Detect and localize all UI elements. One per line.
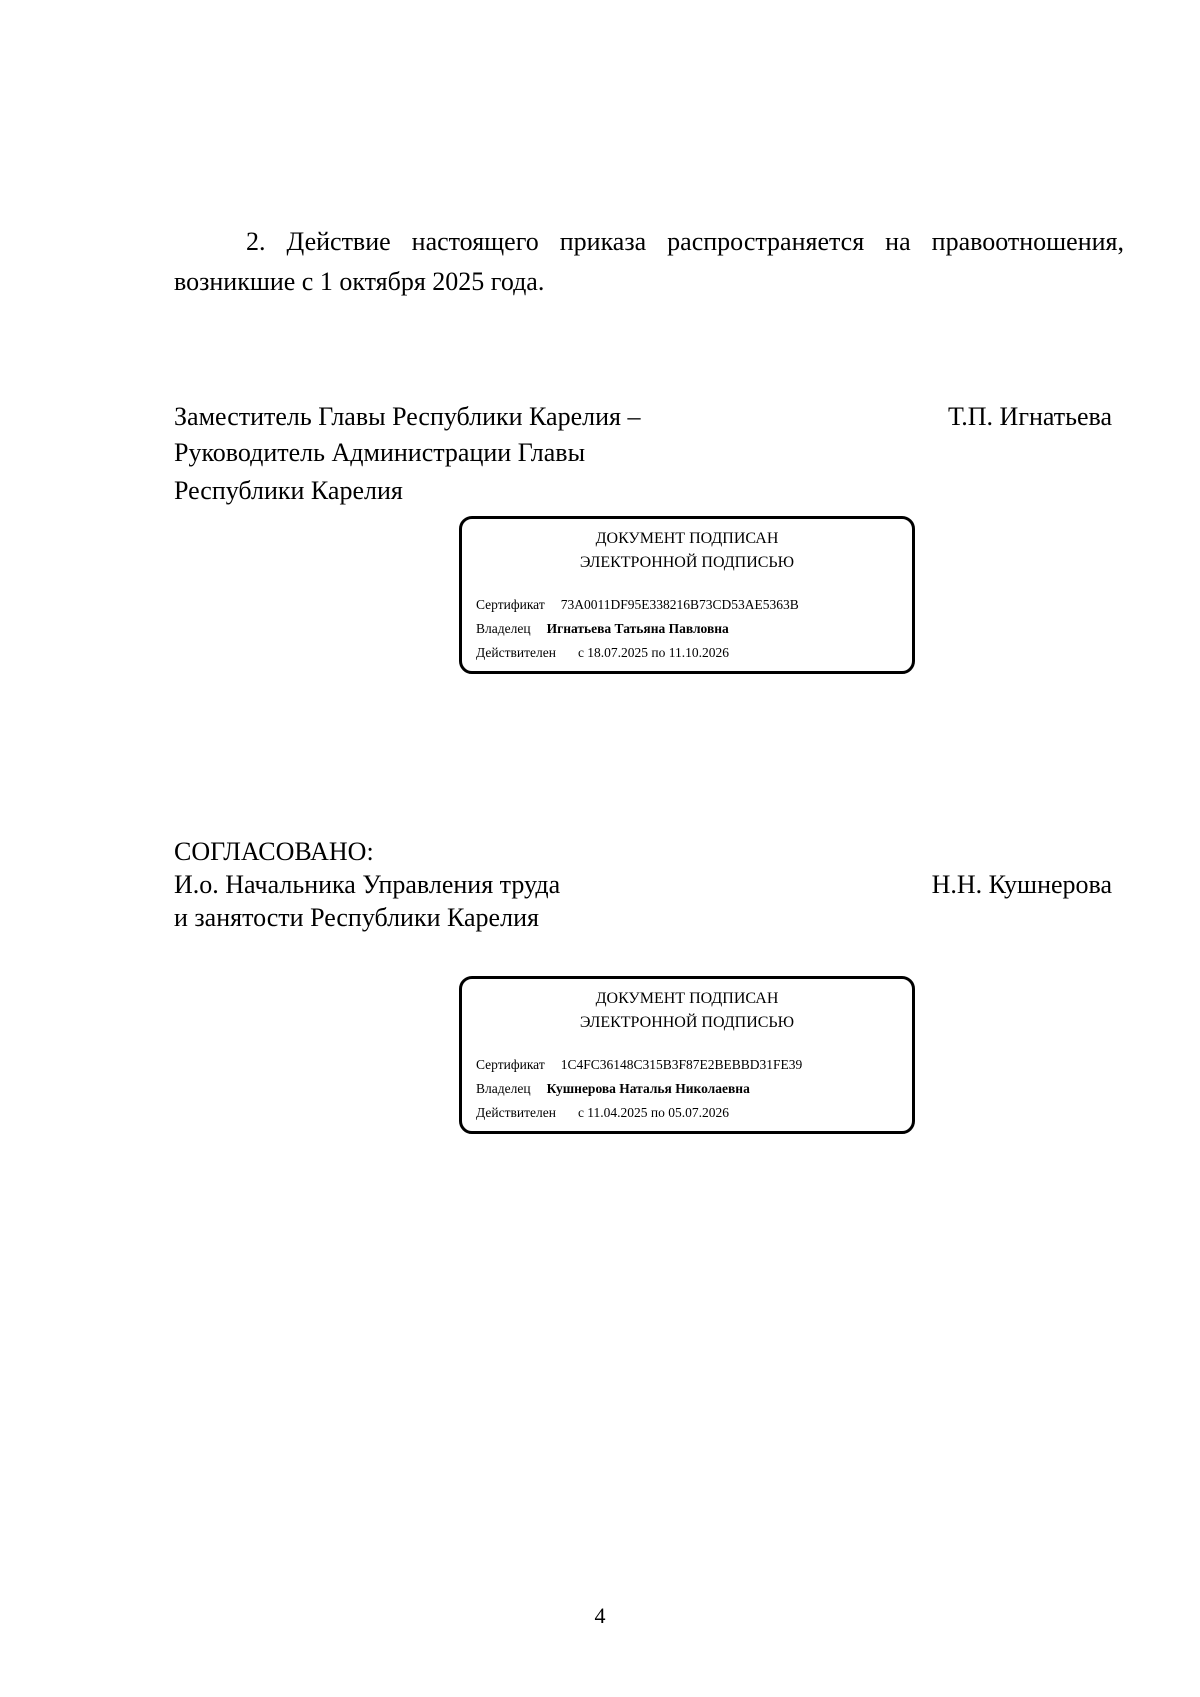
- approval-heading: СОГЛАСОВАНО:: [174, 837, 374, 866]
- stamp-validity-row: [476, 642, 729, 664]
- signatory-position-line-1: Заместитель Главы Республики Карелия –: [174, 402, 641, 431]
- certificate-number: 1C4FC36148C315B3F87E2BEBBD31FE39: [560, 1057, 803, 1072]
- electronic-signature-stamp: [459, 516, 915, 674]
- stamp-title-line-2: ЭЛЕКТРОННОЙ ПОДПИСЬЮ: [579, 554, 795, 571]
- stamp-title-line-1: ДОКУМЕНТ ПОДПИСАН: [595, 530, 779, 547]
- stamp-title-line-2: ЭЛЕКТРОННОЙ ПОДПИСЬЮ: [579, 1014, 795, 1031]
- signatory-position-line-3: Республики Карелия: [174, 476, 403, 505]
- body-paragraph: 2. Действие настоящего приказа распространяется на правоотношения, возникшие с 1 октября 2025 года.: [174, 227, 1124, 296]
- signatory-position-line-2: Руководитель Администрации Главы: [174, 438, 586, 467]
- stamp-owner-row: [476, 618, 729, 640]
- stamp-title-line-1: ДОКУМЕНТ ПОДПИСАН: [595, 990, 779, 1007]
- approval-name: Н.Н. Кушнерова: [931, 870, 1112, 899]
- electronic-signature-stamp: [459, 976, 915, 1134]
- validity-period: с 18.07.2025 по 11.10.2026: [577, 645, 730, 660]
- certificate-label: Сертификат: [476, 597, 545, 612]
- stamp-certificate-row: [476, 1054, 802, 1076]
- stamp-certificate-row: [476, 594, 799, 616]
- stamp-validity-row: [476, 1102, 729, 1124]
- validity-label: Действителен: [476, 645, 556, 660]
- owner-name: Игнатьева Татьяна Павловна: [546, 621, 729, 636]
- stamp-owner-row: [476, 1078, 750, 1100]
- validity-label: Действителен: [476, 1105, 556, 1120]
- approval-position-line-1: И.о. Начальника Управления труда: [174, 870, 561, 899]
- signatory-name: Т.П. Игнатьева: [947, 402, 1112, 431]
- validity-period: с 11.04.2025 по 05.07.2026: [577, 1105, 730, 1120]
- owner-name: Кушнерова Наталья Николаевна: [546, 1081, 750, 1096]
- certificate-number: 73A0011DF95E338216B73CD53AE5363B: [560, 597, 799, 612]
- owner-label: Владелец: [476, 1081, 531, 1096]
- owner-label: Владелец: [476, 621, 531, 636]
- certificate-label: Сертификат: [476, 1057, 545, 1072]
- page-number: 4: [594, 1603, 606, 1628]
- approval-position-line-2: и занятости Республики Карелия: [174, 903, 539, 932]
